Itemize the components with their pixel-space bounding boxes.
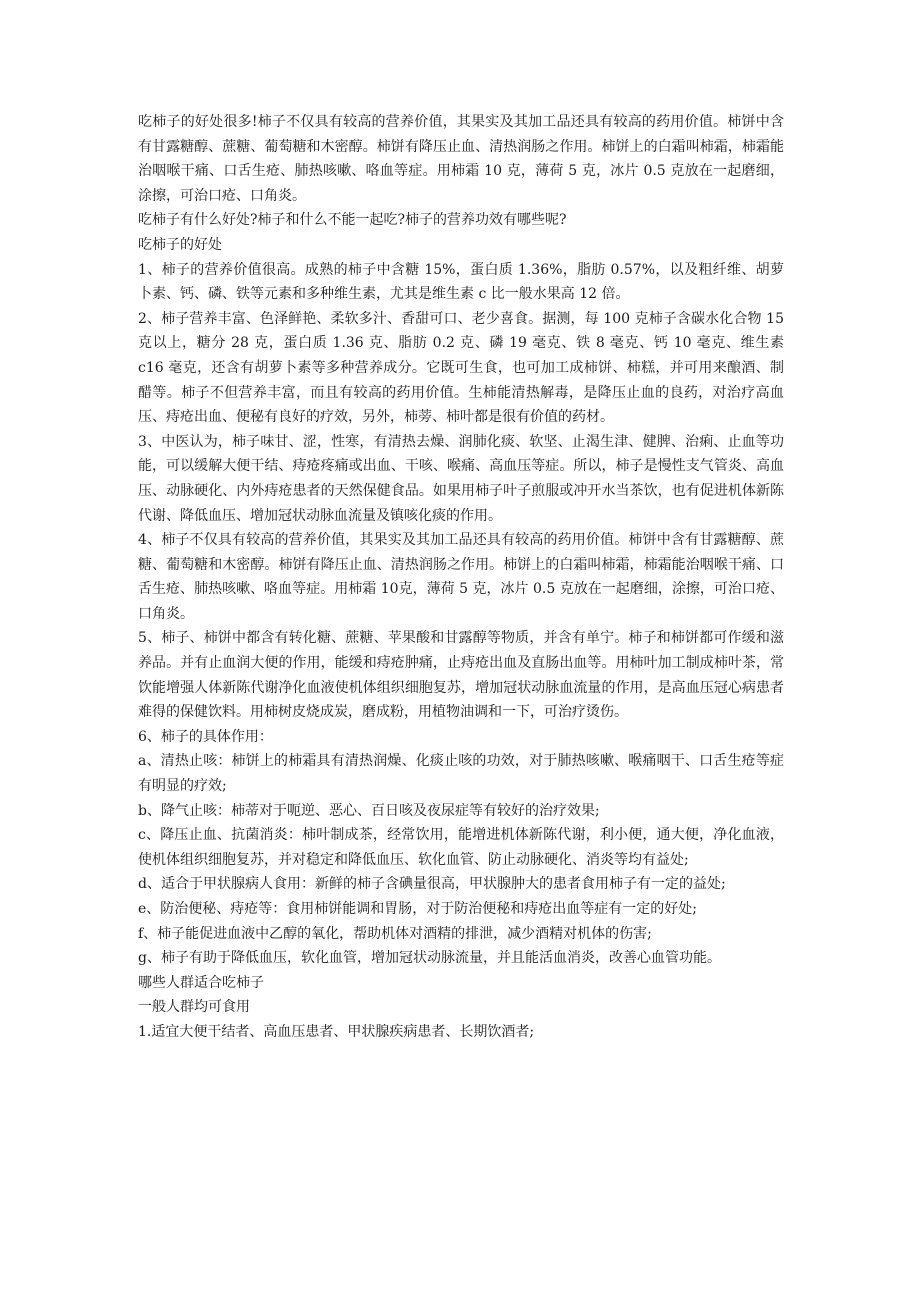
- paragraph-intro: 吃柿子的好处很多!柿子不仅具有较高的营养价值，其果实及其加工品还具有较高的药用价值。柿饼中含有甘露糖醇、蔗糖、葡萄糖和木密醇。柿饼有降压止血、清热润肠之作用。柿饼上的白霜叫柿霜，柿霜能治咽喉干痛、口舌生疮、肺热咳嗽、咯血等症。用柿霜 10 克，薄荷 5 克，冰片 0.5 克放在一起磨细，涂擦，可治口疮、口角炎。: [138, 114, 784, 204]
- section-heading-suitable: 哪些人群适合吃柿子: [138, 974, 264, 991]
- section-heading-benefits: 吃柿子的好处: [138, 236, 222, 253]
- suitable-item-1: 1.适宜大便干结者、高血压患者、甲状腺疾病患者、长期饮酒者;: [138, 1023, 535, 1040]
- document-body: [138, 110, 784, 1045]
- sub-item-a: a、清热止咳：柿饼上的柿霜具有清热润燥、化痰止咳的功效，对于肺热咳嗽、喉痛咽干、口舌生疮等症有明显的疗效;: [138, 753, 784, 795]
- paragraph-general: 一般人群均可食用: [138, 999, 250, 1016]
- sub-item-c: c、降压止血、抗菌消炎：柿叶制成茶，经常饮用，能增进机体新陈代谢，利小便，通大便，净化血液，使机体组织细胞复苏，并对稳定和降低血压、软化血管、防止动脉硬化、消炎等均有益处;: [138, 827, 784, 868]
- sub-item-d: d、适合于甲状腺病人食用：新鲜的柿子含碘量很高，甲状腺肿大的患者食用柿子有一定的益处;: [138, 876, 726, 893]
- paragraph-question: 吃柿子有什么好处?柿子和什么不能一起吃?柿子的营养功效有哪些呢?: [138, 212, 567, 229]
- list-item-6: 6、柿子的具体作用：: [138, 728, 273, 745]
- list-item-1: 1、柿子的营养价值很高。成熟的柿子中含糖 15%，蛋白质 1.36%，脂肪 0.57%，以及粗纤维、胡萝卜素、钙、磷、铁等元素和多种维生素，尤其是维生素 c 比一般水果高 12 倍。: [138, 261, 784, 303]
- list-item-2: 2、柿子营养丰富、色泽鲜艳、柔软多汁、香甜可口、老少喜食。据测，每 100 克柿子含碳水化合物 15 克以上，糖分 28 克，蛋白质 1.36 克、脂肪 0.2 克、磷 19 毫克、铁 8 毫克、钙 10 毫克、维生素 c16 毫克，还含有胡萝卜素等多种营养成分。它既可生食，也可加工成柿饼、柿糕，并可用来酿酒、制醋等。柿子不但营养丰富，而且有较高的药用价值。生柿能清热解毒，是降压止血的良药，对治疗高血压、痔疮出血、便秘有良好的疗效，另外，柿蒡、柿叶都是很有价值的药材。: [138, 310, 784, 426]
- list-item-4: 4、柿子不仅具有较高的营养价值，其果实及其加工品还具有较高的药用价值。柿饼中含有甘露糖醇、蔗糖、葡萄糖和木密醇。柿饼有降压止血、清热润肠之作用。柿饼上的白霜叫柿霜，柿霜能治咽喉干痛、口舌生疮、肺热咳嗽、咯血等症。用柿霜 10克，薄荷 5 克，冰片 0.5 克放在一起磨细，涂擦，可治口疮、口角炎。: [138, 532, 784, 622]
- list-item-3: 3、中医认为，柿子味甘、涩，性寒，有清热去燥、润肺化痰、软坚、止渴生津、健脾、治痢、止血等功能，可以缓解大便干结、痔疮疼痛或出血、干咳、喉痛、高血压等症。所以，柿子是慢性支气管炎、高血压、动脉硬化、内外痔疮患者的天然保健食品。如果用柿子叶子煎服或冲开水当茶饮，也有促进机体新陈代谢、降低血压、增加冠状动脉血流量及镇咳化痰的作用。: [138, 433, 784, 524]
- sub-item-b: b、降气止咳：柿蒂对于呃逆、恶心、百日咳及夜尿症等有较好的治疗效果;: [138, 802, 600, 819]
- list-item-5: 5、柿子、柿饼中都含有转化糖、蔗糖、苹果酸和甘露醇等物质，并含有单宁。柿子和柿饼都可作缓和滋养品。并有止血润大便的作用，能缓和痔疮肿痛，止痔疮出血及直肠出血等。用柿叶加工制成柿叶茶，常饮能增强人体新陈代谢净化血液使机体组织细胞复苏，增加冠状动脉血流量的作用，是高血压冠心病患者难得的保健饮料。用柿树皮烧成炭，磨成粉，用植物油调和一下，可治疗烫伤。: [138, 630, 784, 721]
- sub-item-g: g、柿子有助于降低血压，软化血管，增加冠状动脉流量，并且能活血消炎，改善心血管功能。: [138, 950, 721, 967]
- sub-item-e: e、防治便秘、痔疮等：食用柿饼能调和胃肠，对于防治便秘和痔疮出血等症有一定的好处;: [138, 901, 697, 917]
- sub-item-f: f、柿子能促进血液中乙醇的氧化，帮助机体对酒精的排泄，减少酒精对机体的伤害;: [138, 925, 652, 942]
